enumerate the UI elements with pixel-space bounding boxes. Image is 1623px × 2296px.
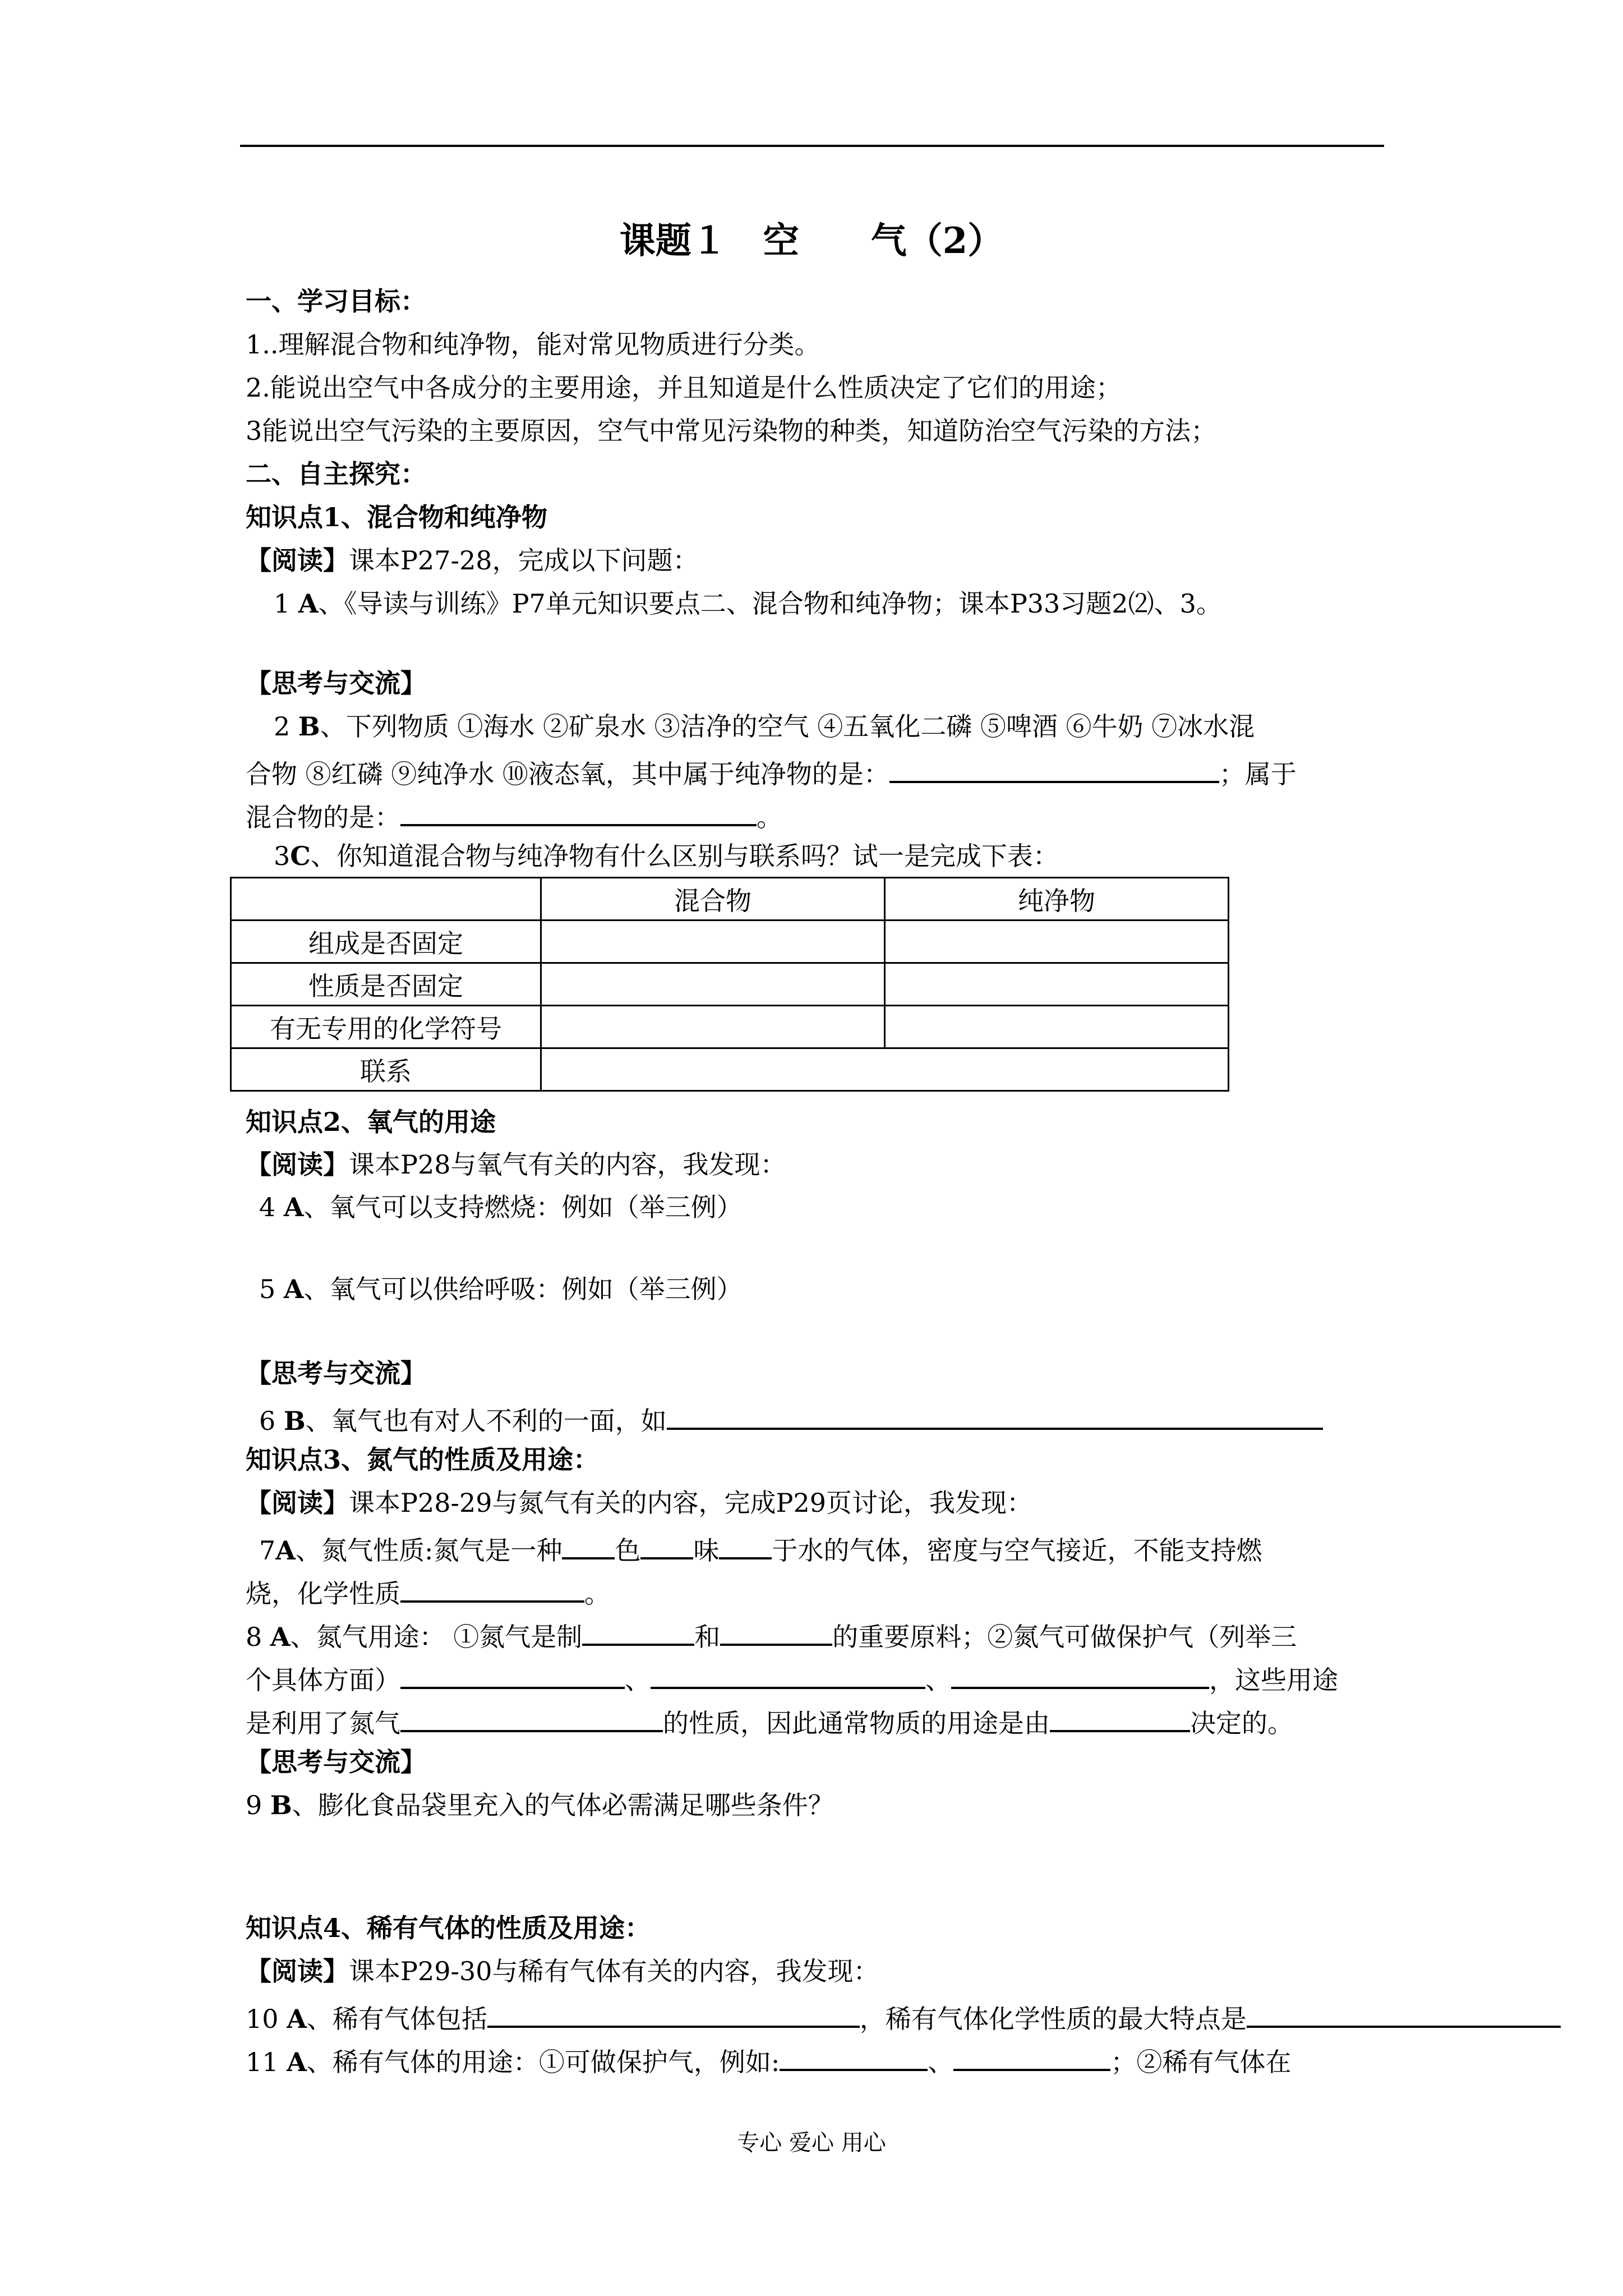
question-text: ；②稀有气体在 (1110, 2047, 1292, 2077)
question-10 (246, 1998, 1561, 2036)
reading-tag: 【阅读】 (246, 1956, 349, 1986)
question-number: 7 (259, 1535, 276, 1566)
question-text: ，稀有气体化学性质的最大特点是 (859, 2004, 1247, 2034)
comparison-table (230, 877, 1229, 1092)
question-number: 3 (274, 841, 291, 871)
answer-blank-mixture[interactable] (400, 796, 757, 826)
question-text: ；属于 (1219, 759, 1297, 789)
section-heading-explore: 二、自主探究： (246, 459, 426, 489)
question-3 (274, 839, 1059, 873)
question-text: 、你知道混合物与纯净物有什么区别与联系吗？试一是完成下表： (310, 841, 1059, 871)
question-text: 、《导读与训练》P7单元知识要点二、混合物和纯净物；课本P33习题2⑵、3。 (318, 588, 1222, 619)
question-text: 。 (584, 1579, 610, 1609)
answer-blank-chemical-property[interactable] (400, 1572, 584, 1603)
question-2-line-1 (274, 710, 1255, 743)
table-header-row (231, 878, 1229, 921)
reading-instruction-2 (246, 1148, 786, 1181)
question-text: 、 (925, 1665, 951, 1695)
knowledge-point-4-heading: 知识点4、稀有气体的性质及用途： (246, 1913, 651, 1943)
reading-instruction-3 (246, 1486, 1032, 1520)
reading-tag: 【阅读】 (246, 1149, 349, 1180)
header-rule (240, 145, 1384, 147)
table-answer-cell[interactable] (885, 1006, 1229, 1048)
question-text: 混合物的是： (246, 802, 400, 832)
answer-blank-solubility[interactable] (719, 1529, 772, 1559)
question-text: 、氧气可以供给呼吸：例如（举三例） (303, 1274, 743, 1304)
question-text: 、 (928, 2047, 954, 2077)
answer-blank-example-1[interactable] (780, 2041, 928, 2071)
question-text: 个具体方面） (246, 1665, 400, 1695)
question-number: 5 (259, 1274, 276, 1304)
answer-blank-use-2[interactable] (651, 1659, 925, 1689)
table-header-cell: 混合物 (541, 878, 885, 921)
question-text: 、氮气性质:氮气是一种 (295, 1535, 562, 1566)
answer-blank-noble-gases[interactable] (487, 1998, 860, 2028)
difficulty-level: A (283, 1274, 304, 1304)
table-row-label: 组成是否固定 (231, 921, 541, 963)
section-heading-goals: 一、学习目标： (246, 286, 426, 316)
question-11 (246, 2041, 1291, 2079)
question-6 (259, 1400, 1323, 1438)
table-row-label: 联系 (231, 1048, 541, 1091)
reading-text: 课本P29-30与稀有气体有关的内容，我发现： (349, 1956, 879, 1986)
question-1 (274, 587, 1222, 620)
question-text: 、稀有气体包括 (306, 2004, 487, 2034)
knowledge-point-2-heading: 知识点2、氧气的用途 (246, 1107, 496, 1137)
difficulty-level: B (270, 1790, 292, 1820)
answer-blank[interactable] (667, 1400, 1323, 1430)
question-text: 于水的气体，密度与空气接近，不能支持燃 (772, 1535, 1262, 1566)
page-footer: 专心 爱心 用心 (737, 2130, 886, 2156)
question-8-line-1 (246, 1616, 1297, 1654)
question-text: 、稀有气体的用途：①可做保护气，例如: (306, 2047, 780, 2077)
difficulty-level: B (283, 1406, 306, 1436)
question-text: 色 (615, 1535, 641, 1566)
question-text: 、 (625, 1665, 651, 1695)
goal-2: 2.能说出空气中各成分的主要用途，并且知道是什么性质决定了它们的用途； (246, 372, 1122, 403)
table-row (231, 963, 1229, 1006)
difficulty-level: C (290, 841, 311, 871)
answer-blank-raw-material-1[interactable] (582, 1616, 694, 1646)
question-text: 。 (757, 802, 782, 832)
goal-3: 3能说出空气污染的主要原因，空气中常见污染物的种类，知道防治空气污染的方法； (246, 416, 1217, 446)
question-text: 、膨化食品袋里充入的气体必需满足哪些条件？ (292, 1790, 834, 1820)
reading-instruction-4 (246, 1954, 879, 1988)
answer-blank-use-3[interactable] (951, 1659, 1209, 1689)
question-number: 2 (274, 711, 291, 742)
answer-blank-smell[interactable] (640, 1529, 693, 1559)
think-discuss-heading-3: 【思考与交流】 (246, 1747, 426, 1777)
reading-text: 课本P28与氧气有关的内容，我发现： (349, 1149, 786, 1180)
answer-blank-use-1[interactable] (400, 1659, 625, 1689)
difficulty-level: A (275, 1535, 296, 1566)
question-text: 、氮气用途： ①氮气是制 (290, 1622, 583, 1652)
difficulty-level: B (298, 711, 320, 742)
answer-blank-color[interactable] (562, 1529, 615, 1559)
reading-tag: 【阅读】 (246, 1488, 349, 1518)
table-header-cell (231, 878, 541, 921)
question-8-line-2 (246, 1659, 1338, 1697)
table-row-label: 有无专用的化学符号 (231, 1006, 541, 1048)
reading-tag: 【阅读】 (246, 545, 349, 576)
difficulty-level: A (270, 1622, 291, 1652)
question-2-line-3 (246, 796, 782, 834)
think-discuss-heading-2: 【思考与交流】 (246, 1358, 426, 1388)
table-answer-cell[interactable] (541, 963, 885, 1006)
table-row-label: 性质是否固定 (231, 963, 541, 1006)
answer-blank-property[interactable] (1247, 1998, 1561, 2028)
table-row (231, 921, 1229, 963)
question-text: 烧，化学性质 (246, 1579, 400, 1609)
question-5 (259, 1272, 743, 1306)
reading-instruction-1 (246, 544, 699, 577)
knowledge-point-1-heading: 知识点1、混合物和纯净物 (246, 502, 548, 532)
question-text: 、下列物质 ①海水 ②矿泉水 ③洁净的空气 ④五氧化二磷 ⑤啤酒 ⑥牛奶 ⑦冰水混 (320, 711, 1255, 742)
page-title: 课题１ 空 气（2） (619, 220, 1004, 262)
question-text: 的重要原料；②氮气可做保护气（列举三 (832, 1622, 1297, 1652)
table-row (231, 1048, 1229, 1091)
goal-1: 1..理解混合物和纯净物，能对常见物质进行分类。 (246, 329, 820, 360)
question-text: 、氧气也有对人不利的一面，如 (305, 1406, 667, 1436)
table-row (231, 1006, 1229, 1048)
table-answer-cell[interactable] (541, 1048, 1229, 1091)
question-2-line-2 (246, 753, 1297, 791)
question-9 (246, 1788, 834, 1822)
question-text: 的性质，因此通常物质的用途是由 (663, 1708, 1050, 1738)
question-text: 合物 ⑧红磷 ⑨纯净水 ⑩液态氧，其中属于纯净物的是： (246, 759, 889, 789)
difficulty-level: A (287, 2047, 307, 2077)
question-number: 1 (274, 588, 291, 619)
reading-text: 课本P28-29与氮气有关的内容，完成P29页讨论，我发现： (349, 1488, 1033, 1518)
question-7-line-1 (259, 1529, 1262, 1567)
difficulty-level: A (287, 2004, 307, 2034)
question-4 (259, 1190, 743, 1224)
answer-blank-property[interactable] (400, 1702, 663, 1732)
question-text: 味 (693, 1535, 720, 1566)
difficulty-level: A (283, 1192, 304, 1222)
question-7-line-2 (246, 1572, 610, 1611)
table-answer-cell[interactable] (885, 963, 1229, 1006)
knowledge-point-3-heading: 知识点3、氮气的性质及用途： (246, 1444, 600, 1475)
answer-blank-determinant[interactable] (1050, 1702, 1190, 1732)
table-answer-cell[interactable] (885, 921, 1229, 963)
question-number: 10 (246, 2004, 279, 2034)
question-text: 和 (694, 1622, 721, 1652)
think-discuss-heading-1: 【思考与交流】 (246, 668, 426, 698)
question-number: 11 (246, 2047, 279, 2077)
question-number: 8 (246, 1622, 262, 1652)
question-8-line-3 (246, 1702, 1293, 1740)
table-answer-cell[interactable] (541, 1006, 885, 1048)
question-number: 4 (259, 1192, 276, 1222)
question-number: 9 (246, 1790, 262, 1820)
difficulty-level: A (298, 588, 319, 619)
table-header-cell: 纯净物 (885, 878, 1229, 921)
question-text: 、氧气可以支持燃烧：例如（举三例） (303, 1192, 743, 1222)
question-text: 决定的。 (1190, 1708, 1293, 1738)
answer-blank-raw-material-2[interactable] (720, 1616, 832, 1646)
question-number: 6 (259, 1406, 276, 1436)
question-text: ，这些用途 (1209, 1665, 1338, 1695)
answer-blank-pure[interactable] (889, 753, 1219, 783)
reading-text: 课本P27-28，完成以下问题： (349, 545, 699, 576)
question-text: 是利用了氮气 (246, 1708, 400, 1738)
table-answer-cell[interactable] (541, 921, 885, 963)
answer-blank-example-2[interactable] (953, 2041, 1110, 2071)
